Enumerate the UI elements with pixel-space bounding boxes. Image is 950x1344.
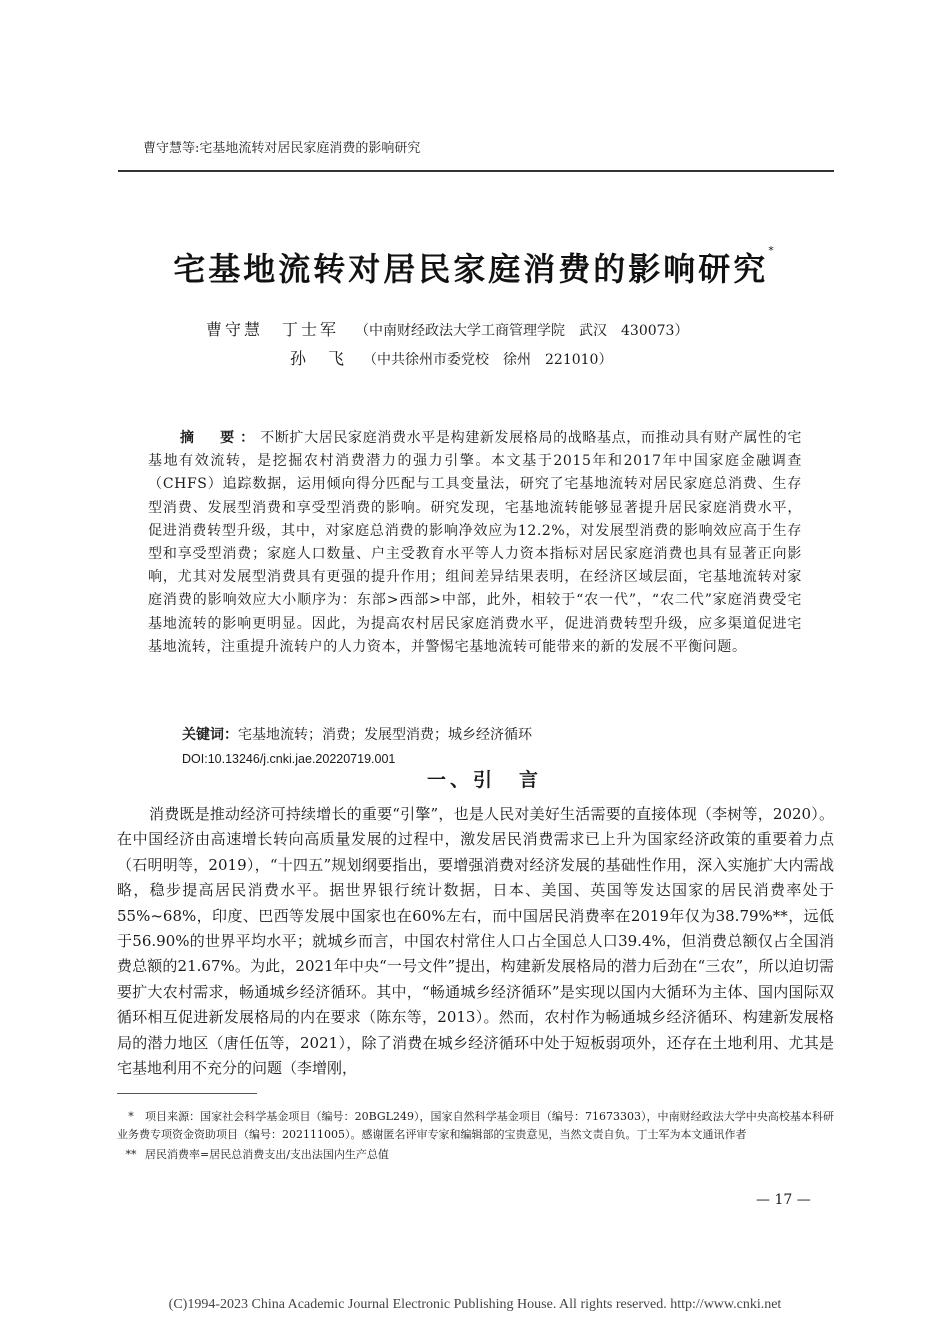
footnote [117,1146,834,1164]
author-names: 曹守慧 丁士军 [206,320,340,339]
author-row [206,316,688,345]
author-row [206,345,688,374]
keywords-text: 宅基地流转；消费；发展型消费；城乡经济循环 [238,727,532,743]
abstract-label: 摘 要： [180,430,261,446]
keywords [182,724,532,744]
keywords-label: 关键词： [182,727,238,743]
author-affiliation: （中南财经政法大学工商管理学院 武汉 430073） [355,323,689,339]
abstract-text: 不断扩大居民家庭消费水平是构建新发展格局的战略基点，而推动具有财产属性的宅基地有效流转，是挖掘农村消费潜力的强力引擎。本文基于2015年和2017年中国家庭金融调查（CHFS）追踪数据，运用倾向得分匹配与工具变量法，研究了宅基地流转对居民家庭总消费、生存型消费、发展型消费和享受型消费的影响。研究发现，宅基地流转能够显著提升居民家庭消费水平，促进消费转型升级，其中，对家庭总消费的影响净效应为12.2%，对发展型消费的影响效应高于生存型和享受型消费；家庭人口数量、户主受教育水平等人力资本指标对居民家庭消费也具有显著正向影响，尤其对发展型消费具有更强的提升作用；组间差异结果表明，在经济区域层面，宅基地流转对家庭消费的影响效应大小顺序为：东部>西部>中部，此外，相较于“农一代”，“农二代”家庭消费受宅基地流转的影响更明显。因此，为提高农村居民家庭消费水平，促进消费转型升级，应多渠道促进宅基地流转，注重提升流转户的人力资本，并警惕宅基地流转可能带来的新的发展不平衡问题。 [148,430,803,655]
footnote-text: 居民消费率=居民总消费支出/支出法国内生产总值 [145,1148,389,1161]
page-number: — 17 — [756,1192,811,1208]
footnote-text: 项目来源：国家社会科学基金项目（编号：20BGL249），国家自然科学基金项目（编号：71673303），中南财经政法大学中央高校基本科研业务费专项资金资助项目（编号：202111005）。感谢匿名评审专家和编辑部的宝贵意见，当然文责自负。丁士军为本文通讯作者 [117,1110,834,1141]
body-text [117,802,834,1081]
footnote-mark: ** [125,1148,137,1161]
author-block [206,316,688,374]
abstract [148,427,802,659]
title-text: 宅基地流转对居民家庭消费的影响研究 [173,250,769,288]
footnotes [117,1108,834,1166]
running-head: 曹守慧等:宅基地流转对居民家庭消费的影响研究 [143,141,421,156]
footnote-mark: * [128,1110,134,1123]
author-affiliation: （中共徐州市委党校 徐州 221010） [363,352,613,368]
doi[interactable]: DOI:10.13246/j.cnki.jae.20220719.001 [182,752,396,766]
section-heading: 一、引 言 [427,769,543,791]
footnote [117,1108,834,1144]
author-names: 孙 飞 [290,349,348,368]
page-title [0,244,950,290]
copyright-notice: (C)1994-2023 China Academic Journal Electronic Publishing House. All rights reserved. http://www.cnki.net [168,1297,782,1312]
body-paragraph: 消费既是推动经济可持续增长的重要“引擎”，也是人民对美好生活需要的直接体现（李树等，2020）。在中国经济由高速增长转向高质量发展的过程中，激发居民消费需求已上升为国家经济政策的重要着力点（石明明等，2019），“十四五”规划纲要指出，要增强消费对经济发展的基础性作用，深入实施扩大内需战略，稳步提高居民消费水平。据世界银行统计数据，日本、美国、英国等发达国家的居民消费率处于55%~68%，印度、巴西等发展中国家也在60%左右，而中国居民消费率在2019年仅为38.79%**，远低于56.90%的世界平均水平；就城乡而言，中国农村常住人口占全国总人口39.4%，但消费总额仅占全国消费总额的21.67%。为此，2021年中央“一号文件”提出，构建新发展格局的潜力后劲在“三农”，所以迫切需要扩大农村需求，畅通城乡经济循环。其中，“畅通城乡经济循环”是实现以国内大循环为主体、国内国际双循环相互促进新发展格局的内在要求（陈东等，2013）。然而，农村作为畅通城乡经济循环、构建新发展格局的潜力地区（唐任伍等，2021），除了消费在城乡经济循环中处于短板弱项外，还存在土地利用、尤其是宅基地利用不充分的问题（李增刚， [117,805,834,1078]
title-footnote-mark: * [768,244,777,257]
header-rule [118,170,834,172]
footnote-rule [117,1093,257,1094]
